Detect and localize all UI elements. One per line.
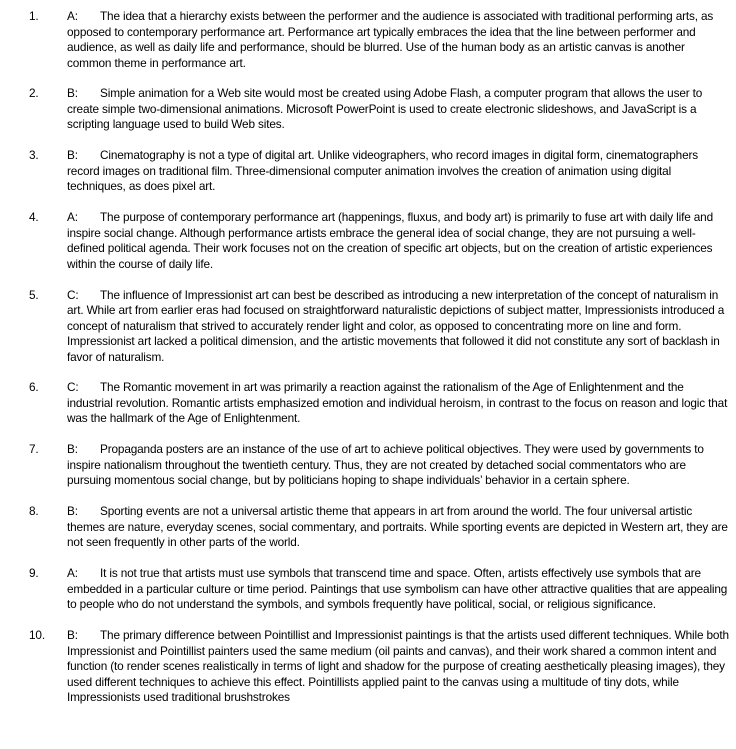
item-number: 9. [29,566,39,581]
answer-explanation: Sporting events are not a universal artistic theme that appears in art from around the world. The four universal artistic themes are nature, everyday scenes, social commentary, and portraits. While sporting events are depicted in Western art, they are not seen frequently in other parts of the world. [67,504,728,550]
answer-letter: A: [67,210,78,225]
answer-explanation: Propaganda posters are an instance of the use of art to achieve political objectives. They were used by governments to inspire nationalism throughout the twentieth century. Thus, they are not created by detached social commentators who are pursuing momentous social change, but by politicians hoping to shape individuals’ behavior in a certain sphere. [67,442,704,488]
item-number: 8. [29,504,39,519]
item-number: 6. [29,380,39,395]
answer-letter: B: [67,148,78,163]
answer-letter: C: [67,380,79,395]
answer-letter: B: [67,86,78,101]
item-number: 5. [29,287,39,302]
item-number: 4. [29,210,39,225]
answer-item-5 [0,288,736,366]
answer-item-10 [0,628,736,706]
answer-letter: B: [67,628,78,643]
answer-item-2 [0,86,736,133]
answer-item-7 [0,442,736,489]
answer-letter: C: [67,287,79,302]
answer-letter: B: [67,504,78,519]
answer-explanation: Simple animation for a Web site would most be created using Adobe Flash, a computer program that allows the user to create simple two-dimensional animations. Microsoft PowerPoint is used to create electronic slideshows, and JavaScript is a scripting language used to build Web sites. [67,86,703,132]
answer-explanations-list [0,9,736,721]
answer-letter: A: [67,9,78,23]
answer-explanation: It is not true that artists must use symbols that transcend time and space. Often, artists effectively use symbols that are embedded in a particular culture or time period. Paintings that use symbolism can have other attractive qualities that are appealing to people who do not understand the symbols, and symbols frequently have political, social, or religious significance. [67,566,728,612]
item-number: 7. [29,442,39,457]
item-number: 1. [29,9,39,23]
answer-explanation: The Romantic movement in art was primarily a reaction against the rationalism of the Age of Enlightenment and the industrial revolution. Romantic artists emphasized emotion and individual heroism, in contrast to the focus on reason and logic that was the hallmark of the Age of Enlightenment. [67,380,728,426]
answer-explanation: Cinematography is not a type of digital art. Unlike videographers, who record images in digital form, cinematographers record images on traditional film. Three-dimensional computer animation involves the creation of animation using digital techniques, as does pixel art. [67,148,699,194]
answer-item-9 [0,566,736,613]
answer-letter: A: [67,566,78,581]
item-number: 3. [29,148,39,163]
item-number: 2. [29,86,39,101]
answer-explanation: The idea that a hierarchy exists between the performer and the audience is associated with traditional performing arts, as opposed to contemporary performance art. Performance art typically embraces the idea that the line between performer and audience, as well as daily life and performance, should be blurred. Use of the human body as an artistic canvas is another common theme in performance art. [67,9,714,70]
answer-item-4 [0,210,736,272]
answer-item-1 [0,9,736,71]
answer-item-6 [0,380,736,427]
answer-explanation: The primary difference between Pointillist and Impressionist paintings is that the artists used different techniques. While both Impressionist and Pointillist painters used the same medium (oil paints and canvas), and their work shared a common intent and function (to render scenes realistically in terms of light and shadow for the purpose of creating aesthetically pleasing images), they used different techniques to achieve this effect. Pointillists applied paint to the canvas using a multitude of tiny dots, while Impressionists used traditional brushstrokes [67,628,729,705]
answer-explanation: The purpose of contemporary performance art (happenings, fluxus, and body art) is primarily to fuse art with daily life and inspire social change. Although performance artists embrace the general idea of social change, they are not pursuing a well-defined political agenda. Their work focuses not on the creation of specific art objects, but on the creation of artistic experiences within the course of daily life. [67,210,713,271]
answer-item-8 [0,504,736,551]
answer-explanation: The influence of Impressionist art can best be described as introducing a new interpretation of the concept of naturalism in art. While art from earlier eras had focused on straightforward naturalistic depictions of subject matter, Impressionists introduced a concept of naturalism that strived to accurately render light and color, as opposed to concentrating more on line and form. Impressionist art lacked a political dimension, and the artistic movements that followed it did not constitute any sort of backlash in favor of naturalism. [67,287,725,364]
item-number: 10. [29,628,45,643]
answer-letter: B: [67,442,78,457]
answer-item-3 [0,148,736,195]
